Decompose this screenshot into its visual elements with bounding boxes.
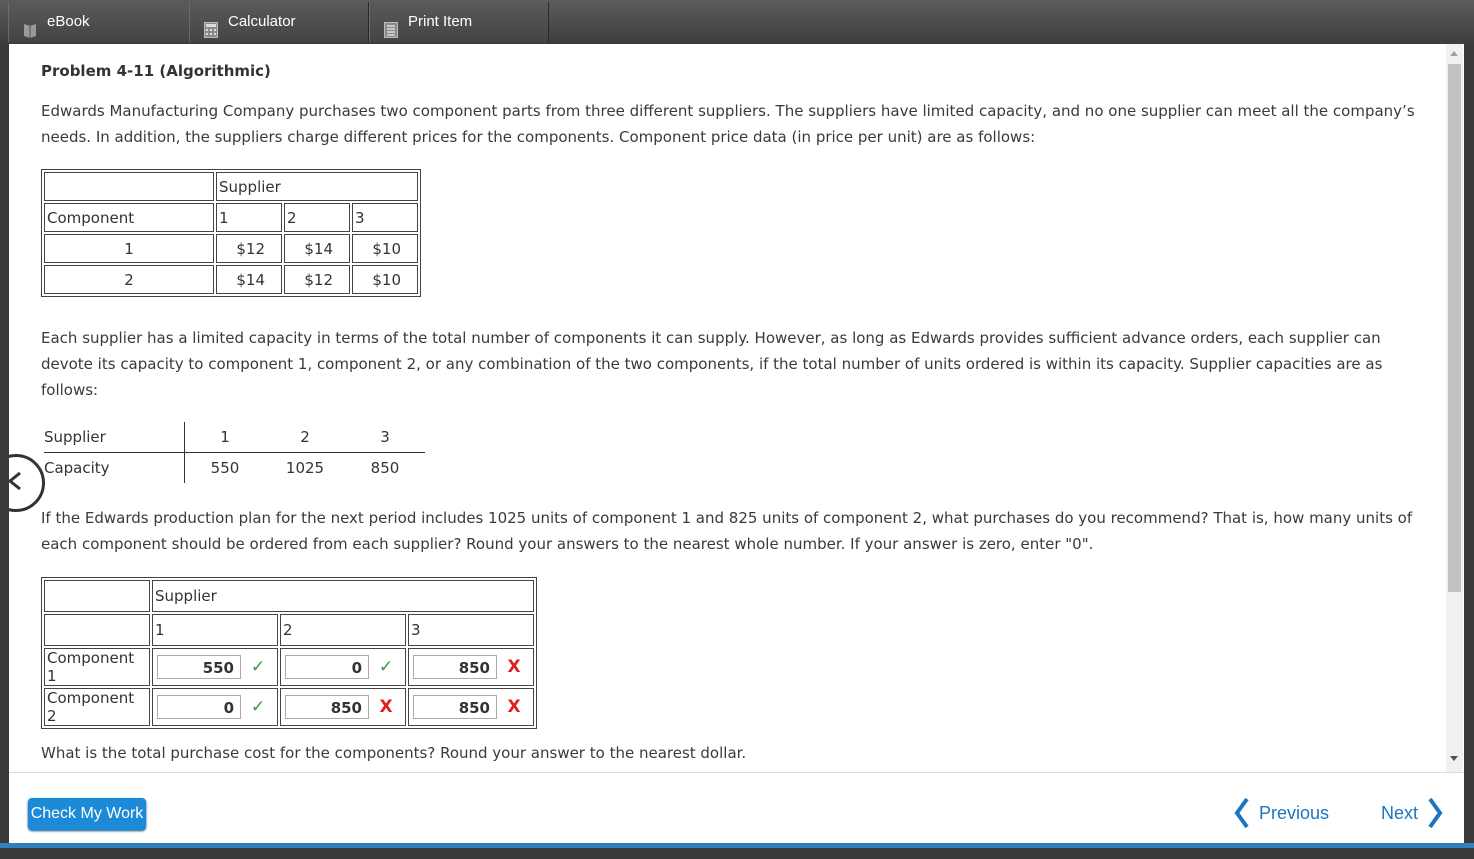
price-supplier-label: 3 [352,203,418,232]
capacity-supplier-number: 2 [265,422,345,453]
answer-table-blank [44,614,150,646]
question-text: If the Edwards production plan for the next period includes 1025 units of component 1 and 825 units of component 2, what purchases do you recommend? That is, how many units of each component should be ordered from each supplier? Round your answers to the nearest whole number. If your answer is zero, enter "0". [41,509,1413,553]
answer-cell [408,648,534,686]
price-table [41,169,421,297]
price-row [44,265,418,294]
answer-cell [152,648,278,686]
ebook-button[interactable] [8,2,190,42]
incorrect-x-icon: X [379,697,393,717]
answer-input[interactable]: 550 [157,655,241,679]
price-component-label: 1 [44,234,214,263]
capacity-supplier-number: 3 [345,422,425,453]
answer-cell [152,688,278,726]
price-cell: $12 [284,265,350,294]
capacity-value: 550 [210,459,240,477]
answer-input[interactable]: 0 [285,655,369,679]
answer-cell [280,648,406,686]
capacity-text: Each supplier has a limited capacity in terms of the total number of components it can supply. However, as long as Edwards provides sufficient advance orders, each supplier can devote its capacity to component 1, component 2, or any combination of the two components, if the total number of units ordered is within its capacity. Supplier capacities are as follows: [41,329,1383,399]
answer-row [44,648,534,686]
price-component-header: Component [44,203,214,232]
scroll-down-arrow-icon[interactable] [1450,756,1458,761]
answer-row [44,688,534,726]
previous-label: Previous [1259,803,1330,823]
capacity-supplier-label: Supplier [44,422,185,453]
check-my-work-button[interactable]: Check My Work [28,798,146,830]
answer-input[interactable]: 850 [285,695,369,719]
correct-check-icon: ✓ [250,697,266,717]
intro-text: Edwards Manufacturing Company purchases two component parts from three different suppliers. The suppliers have limited capacity, and no one supplier can meet all the company’s needs. In addition, the suppliers charge different prices for the components. Component price data (in price per unit) are as follows: [41,102,1415,146]
answer-table [41,577,537,729]
answer-supplier-label: 2 [280,614,406,646]
previous-button[interactable] [1234,795,1334,831]
price-cell: $10 [352,265,418,294]
capacity-table [44,422,425,483]
chevron-left-icon [1234,797,1250,829]
price-cell: $14 [216,265,282,294]
answer-input[interactable]: 850 [413,655,497,679]
price-cell: $14 [284,234,350,263]
capacity-value: 850 [370,459,400,477]
answer-row-label: Component 2 [44,688,150,726]
answer-input[interactable]: 0 [157,695,241,719]
book-icon [23,14,37,30]
side-collapse-button[interactable] [9,454,45,512]
scroll-up-arrow-icon[interactable] [1450,51,1458,56]
price-supplier-label: 2 [284,203,350,232]
footer-accent-bar [0,843,1474,848]
next-button[interactable] [1381,795,1447,831]
ebook-label: eBook [47,13,90,30]
answer-supplier-label: 1 [152,614,278,646]
price-supplier-header: Supplier [216,172,418,201]
capacity-value: 1025 [285,459,325,477]
correct-check-icon: ✓ [250,657,266,677]
calculator-label: Calculator [228,13,296,30]
capacity-supplier-number: 1 [185,422,266,453]
answer-cell [280,688,406,726]
toolbar [0,0,1474,44]
answer-supplier-header: Supplier [152,580,534,612]
chevron-left-icon [9,471,22,491]
price-cell: $10 [352,234,418,263]
answer-cell [408,688,534,726]
print-icon [384,14,398,30]
answer-supplier-label: 3 [408,614,534,646]
next-label: Next [1381,803,1419,823]
footer [9,772,1464,844]
answer-table-corner [44,580,150,612]
problem-title: Problem 4-11 (Algorithmic) [41,62,271,80]
price-row [44,234,418,263]
price-table-corner [44,172,214,201]
calculator-button[interactable] [189,2,369,42]
print-item-button[interactable] [369,2,549,42]
calculator-icon [204,14,218,30]
chevron-right-icon [1427,797,1443,829]
incorrect-x-icon: X [507,697,521,717]
scroll-thumb[interactable] [1448,64,1461,592]
content-scrollbar[interactable] [1446,44,1463,772]
answer-row-label: Component 1 [44,648,150,686]
incorrect-x-icon: X [507,657,521,677]
correct-check-icon: ✓ [378,657,394,677]
problem-panel [9,44,1464,772]
capacity-row-label: Capacity [44,453,185,484]
price-supplier-label: 1 [216,203,282,232]
cost-question-text: What is the total purchase cost for the components? Round your answer to the nearest dollar. [41,744,747,762]
answer-input[interactable]: 850 [413,695,497,719]
price-cell: $12 [216,234,282,263]
price-component-label: 2 [44,265,214,294]
print-item-label: Print Item [408,13,473,30]
